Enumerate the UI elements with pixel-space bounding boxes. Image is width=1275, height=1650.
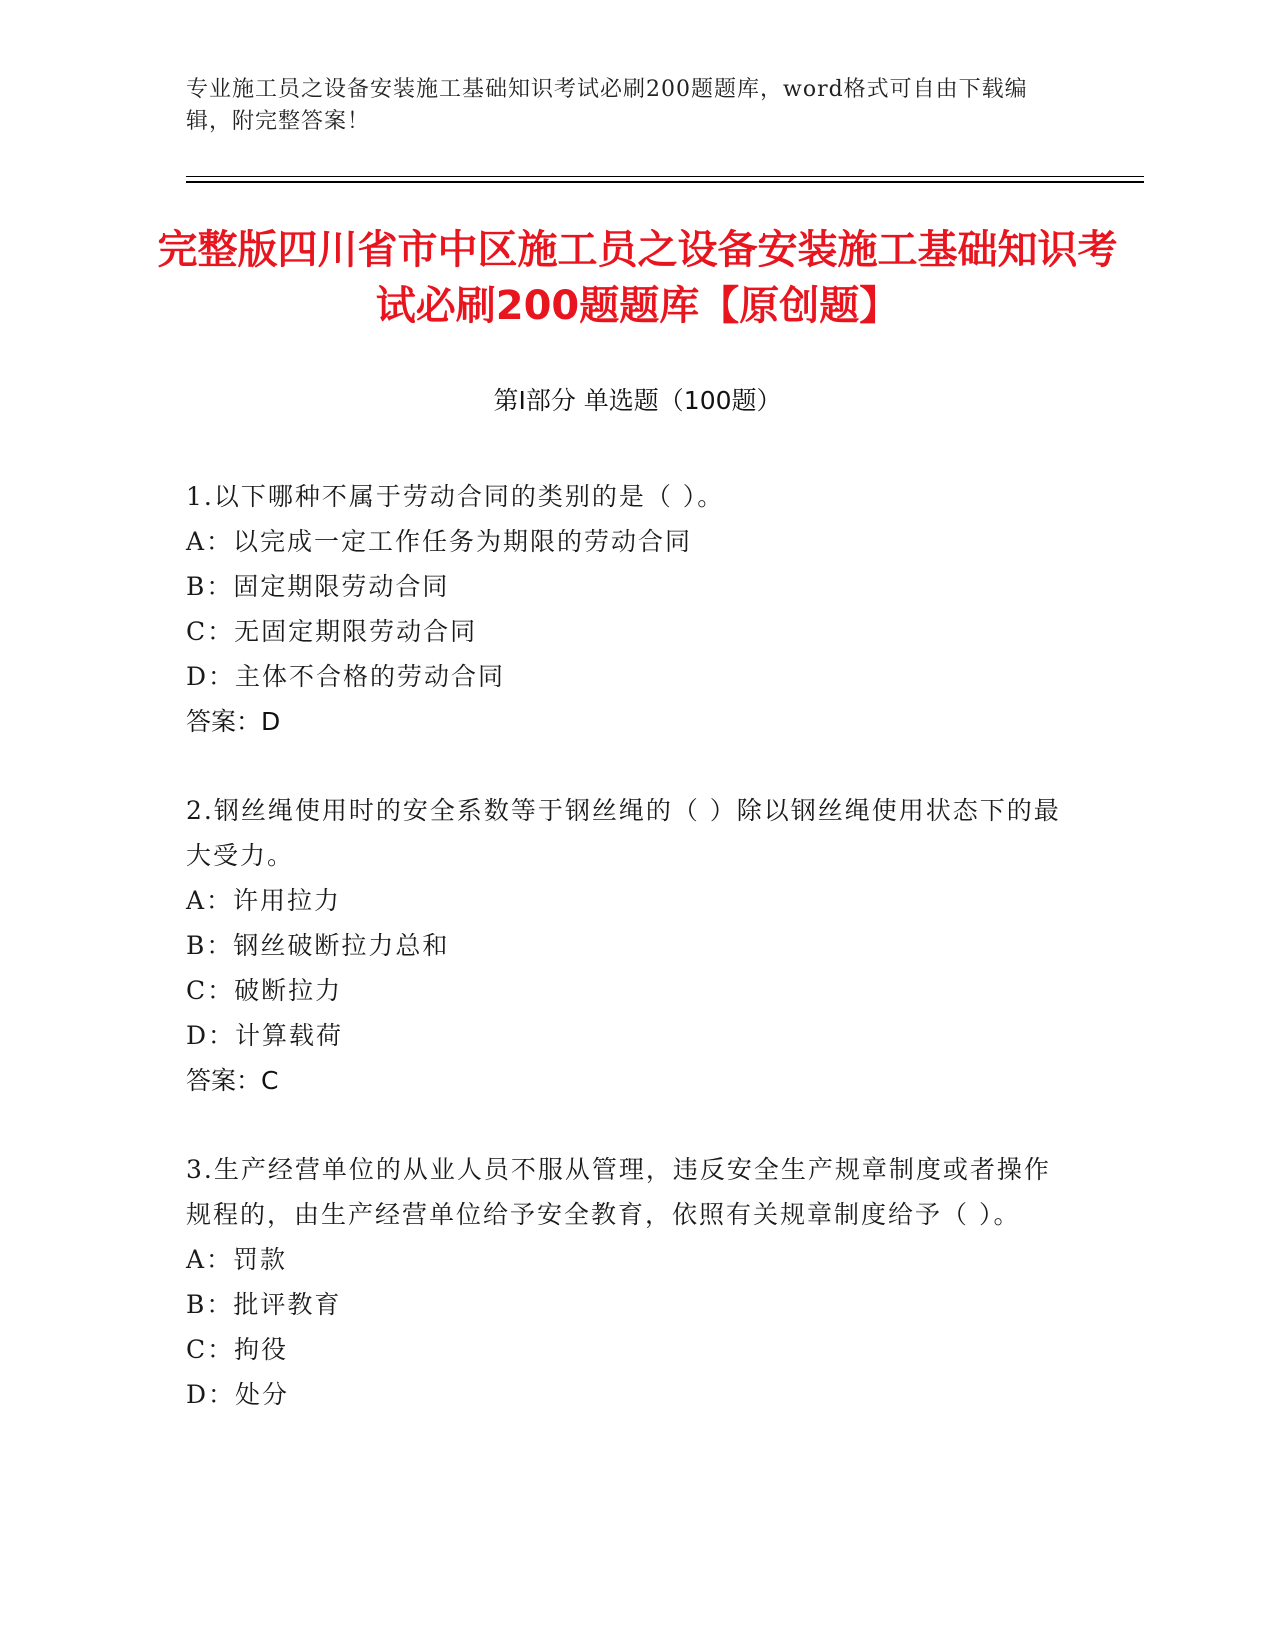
option-b: B：固定期限劳动合同: [186, 572, 450, 601]
question-1: [186, 474, 1066, 744]
header-rule-thin: [186, 176, 1144, 177]
option-d: D：主体不合格的劳动合同: [186, 662, 506, 691]
question-2: [186, 788, 1066, 1103]
question-stem: 3.生产经营单位的从业人员不服从管理，违反安全生产规章制度或者操作规程的，由生产经营单位给予安全教育，依照有关规章制度给予（ ）。: [186, 1155, 1051, 1229]
option-d: D：处分: [186, 1380, 290, 1409]
header-note: 专业施工员之设备安装施工基础知识考试必刷200题题库，word格式可自由下载编辑，附完整答案！: [186, 77, 1028, 134]
option-a: A：许用拉力: [186, 886, 342, 915]
document-title: 完整版四川省市中区施工员之设备安装施工基础知识考试必刷200题题库【原创题】: [157, 227, 1118, 329]
option-a: A：罚款: [186, 1245, 288, 1274]
question-3: [186, 1147, 1066, 1417]
option-c: C：无固定期限劳动合同: [186, 617, 478, 646]
question-stem: 2.钢丝绳使用时的安全系数等于钢丝绳的（ ）除以钢丝绳使用状态下的最大受力。: [186, 796, 1061, 870]
section-heading: 第Ⅰ部分 单选题（100题）: [493, 386, 782, 415]
header-rule-thick: [186, 181, 1144, 183]
option-c: C：破断拉力: [186, 976, 343, 1005]
option-b: B：批评教育: [186, 1290, 342, 1319]
option-c: C：拘役: [186, 1335, 289, 1364]
option-d: D：计算载荷: [186, 1021, 344, 1050]
question-stem: 1.以下哪种不属于劳动合同的类别的是（ ）。: [186, 482, 725, 511]
question-list: [186, 474, 1066, 1461]
answer-line: 答案：D: [186, 707, 281, 736]
option-a: A：以完成一定工作任务为期限的劳动合同: [186, 527, 693, 556]
answer-line: 答案：C: [186, 1066, 279, 1095]
option-b: B：钢丝破断拉力总和: [186, 931, 450, 960]
